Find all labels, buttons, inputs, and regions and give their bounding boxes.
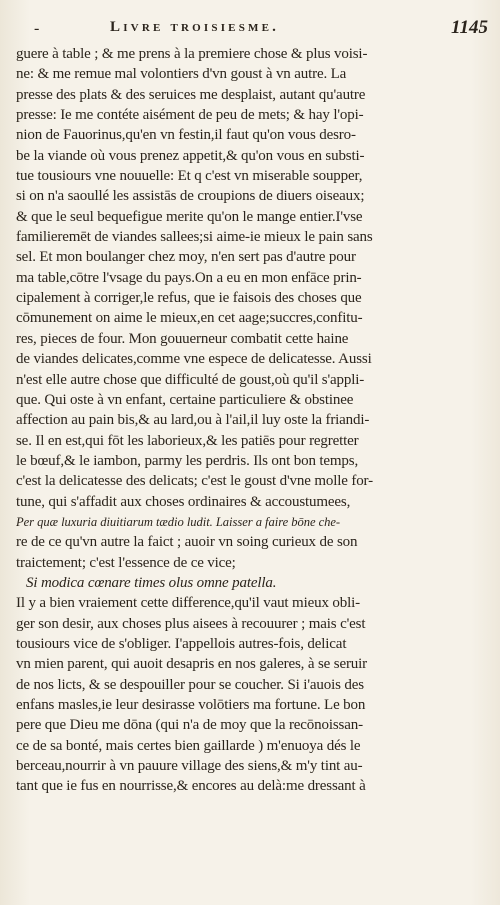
page-header xyxy=(18,16,488,42)
text-line: pere que Dieu me dōna (qui n'a de moy que la recōnoissan- xyxy=(16,717,363,734)
text-line: ger son desir, aux choses plus aisees à recouurer ; mais c'est xyxy=(16,615,366,632)
text-line: n'est elle autre chose que difficulté de goust,où qu'il s'appli- xyxy=(16,371,365,388)
text-line: sel. Et mon boulanger chez moy, n'en sert pas d'autre pour xyxy=(16,249,356,266)
text-line: se. Il en est,qui fōt les laborieux,& les patiēs pour regretter xyxy=(16,432,359,449)
text-line: berceau,nourrir à vn pauure village des siens,& m'y tint au- xyxy=(16,758,363,775)
text-line: c'est la delicatesse des delicats; c'est le goust d'vne molle for- xyxy=(16,473,373,490)
text-line: tant que ie fus en nourrisse,& encores au delà:me dressant à xyxy=(16,778,366,795)
page-number: 1145 xyxy=(451,17,488,38)
text-line: ne: & me remue mal volontiers d'vn goust à vn autre. La xyxy=(16,66,347,83)
text-line: re de ce qu'vn autre la faict ; auoir vn soing curieux de son xyxy=(16,534,358,551)
text-line: si on n'a saoullé les assistās de croupions de diuers oiseaux; xyxy=(16,188,365,205)
text-line: tousiours vice de s'obliger. I'appellois autres-fois, delicat xyxy=(16,635,347,652)
text-line: presse des plats & des seruices me desplaist, autant qu'autre xyxy=(16,86,366,103)
text-line: tue tousiours vne nouuelle: Et q c'est vn miserable soupper, xyxy=(16,168,363,185)
body-text xyxy=(16,44,486,797)
text-line: enfans masles,ie leur desirasse volōtiers ma fortune. Le bon xyxy=(16,697,366,713)
header-dash: - xyxy=(34,20,40,37)
text-line: be la viande où vous prenez appetit,& qu'on vous en substi- xyxy=(16,147,365,164)
running-title: Livre troisiesme. xyxy=(110,19,280,35)
text-line: res, pieces de four. Mon gouuerneur combatit cette haine xyxy=(16,330,349,347)
text-line: traictement; c'est l'essence de ce vice; xyxy=(16,554,236,571)
text-line: familieremēt de viandes sallees;si aime-ie mieux le pain sans xyxy=(16,229,373,246)
text-line: ce de sa bonté, mais certes bien gaillarde ) m'enuoya dés le xyxy=(16,737,361,754)
text-line: tune, qui s'affadit aux choses ordinaires & accoustumees, xyxy=(16,493,351,510)
text-line: le bœuf,& le iambon, parmy les perdris. Ils ont bon temps, xyxy=(16,452,359,469)
text-line: presse: Ie me contéte aisément de peu de mets; & hay l'opi- xyxy=(16,107,364,124)
text-line: de nos licts, & se despouiller pour se coucher. Si i'auois des xyxy=(16,676,364,693)
text-line: cōmunement on aime le mieux,en cet aage;succres,confitu- xyxy=(16,310,363,327)
text-line: vn mien parent, qui auoit desapris en nos galeres, à se seruir xyxy=(16,656,368,673)
text-line: de viandes delicates,comme vne espece de delicatesse. Aussi xyxy=(16,351,372,368)
text-line: cipalement à corriger,le refus, que ie faisois des choses que xyxy=(16,290,362,307)
text-line: que. Qui oste à vn enfant, certaine particuliere & obstinee xyxy=(16,391,354,408)
text-line: affection au pain bis,& au lard,ou à l'ail,il luy oste la friandi- xyxy=(16,412,370,429)
text-line: guere à table ; & me prens à la premiere chose & plus voisi- xyxy=(16,46,368,62)
latin-quotation-line: Per quæ luxuria diuitiarum tædio ludit. Laisser a faire bōne che- xyxy=(16,514,341,529)
text-line: & que le seul bequefigue merite qu'on le mange entier.I'vse xyxy=(16,208,363,225)
text-line: nion de Fauorinus,qu'en vn festin,il faut qu'on vous desro- xyxy=(16,127,356,144)
text-line: ma table,cōtre l'vsage du pays.On a eu en mon enfāce prin- xyxy=(16,269,362,286)
latin-verse-quotation: Si modica cœnare times olus omne patella. xyxy=(26,574,277,591)
text-line: Il y a bien vraiement cette difference,qu'il vaut mieux obli- xyxy=(16,595,360,612)
